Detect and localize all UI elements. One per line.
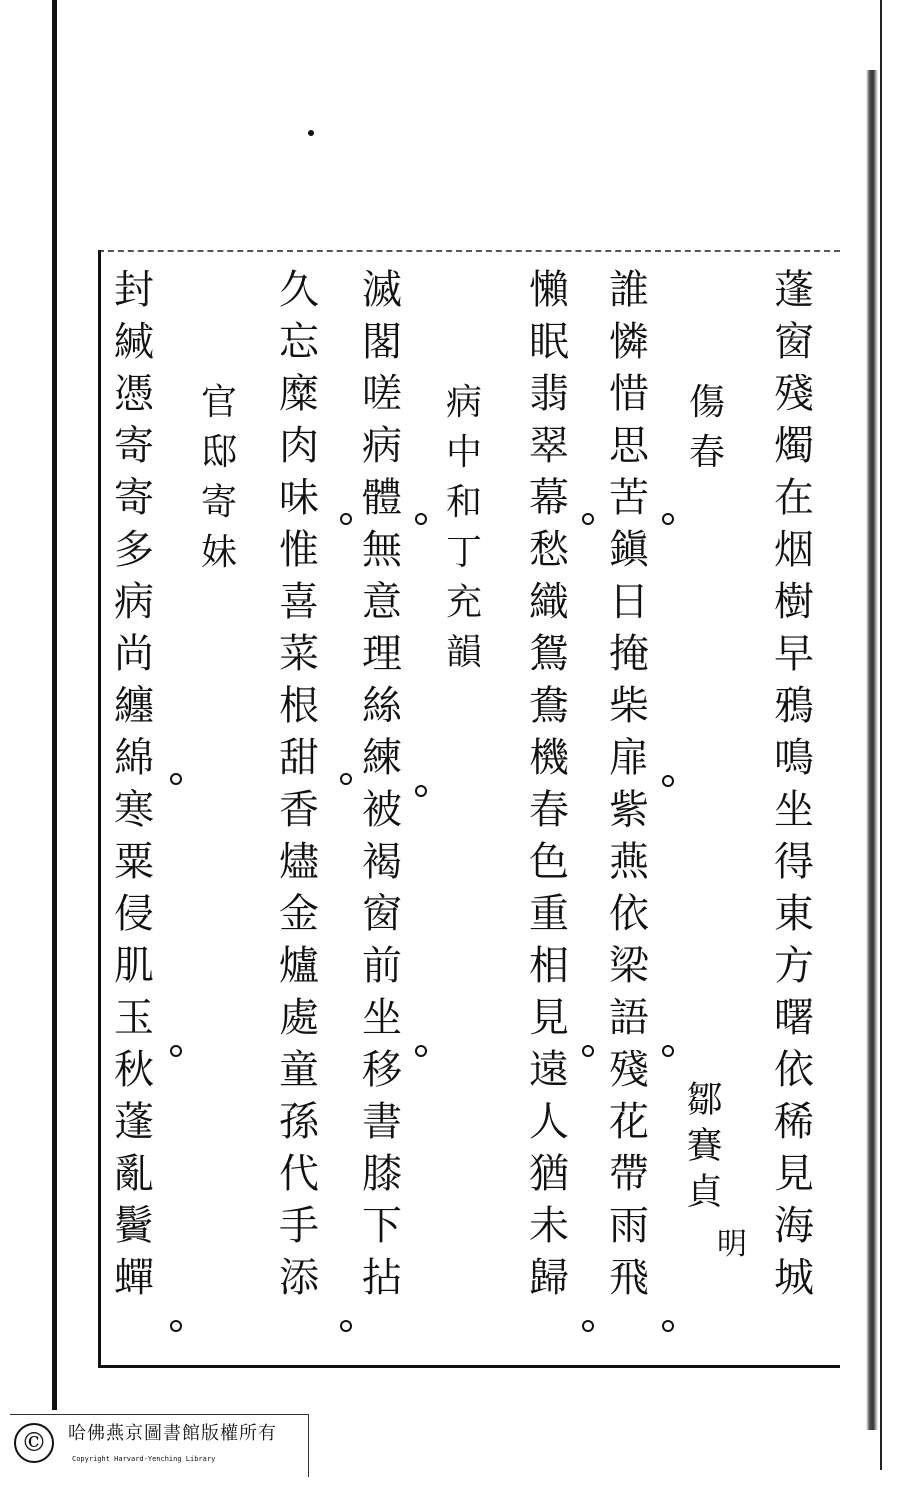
column-character: 坐 <box>774 787 814 833</box>
column-character: 雨 <box>609 1203 649 1249</box>
column-character: 妹 <box>200 532 237 573</box>
column-character: 病 <box>114 579 154 625</box>
column-character: 惜 <box>609 371 649 417</box>
column-character: 書 <box>362 1099 402 1145</box>
column-character: 邸 <box>200 432 237 473</box>
column-character: 翠 <box>529 423 569 469</box>
column-character: 掩 <box>609 631 649 677</box>
author-dynasty-text: 明 <box>717 1227 747 1262</box>
column-character: 和 <box>445 482 482 523</box>
column-character: 機 <box>529 735 569 781</box>
column-character: 烟 <box>774 527 814 573</box>
column-character: 人 <box>529 1099 569 1145</box>
poem-column-4 <box>525 267 573 1310</box>
column-character: 歸 <box>529 1255 569 1301</box>
column-character: 處 <box>279 995 319 1041</box>
column-character: 憐 <box>609 319 649 365</box>
column-character: 語 <box>609 995 649 1041</box>
copyright-chinese: 哈佛燕京圖書館版權所有 <box>68 1423 277 1444</box>
column-character: 織 <box>529 579 569 625</box>
column-character: 孫 <box>279 1099 319 1145</box>
page-spine <box>52 0 57 1410</box>
column-character: 滅 <box>362 267 402 313</box>
column-character: 肌 <box>114 943 154 989</box>
page-edge <box>880 0 882 1470</box>
column-character: 稀 <box>774 1099 814 1145</box>
copyright-stamp <box>10 1414 309 1477</box>
punctuation-mark <box>170 1045 182 1057</box>
column-character: 窗 <box>774 319 814 365</box>
punctuation-mark <box>662 775 674 787</box>
page-edge-shadow <box>866 70 878 1430</box>
column-character: 香 <box>279 787 319 833</box>
column-character: 方 <box>774 943 814 989</box>
column-character: 誰 <box>609 267 649 313</box>
column-character: 添 <box>279 1255 319 1301</box>
column-character: 寄 <box>200 482 237 523</box>
punctuation-mark <box>662 1320 674 1332</box>
column-character: 鴦 <box>529 683 569 729</box>
copyright-symbol-icon: © <box>14 1423 54 1463</box>
column-character: 久 <box>279 267 319 313</box>
column-character: 蓬 <box>774 267 814 313</box>
column-character: 寒 <box>114 787 154 833</box>
column-character: 意 <box>362 579 402 625</box>
column-character: 粟 <box>114 839 154 885</box>
column-character: 根 <box>279 683 319 729</box>
column-character: 樹 <box>774 579 814 625</box>
column-character: 燼 <box>279 839 319 885</box>
column-character: 體 <box>362 475 402 521</box>
column-character: 愁 <box>529 527 569 573</box>
column-character: 帶 <box>609 1151 649 1197</box>
column-character: 代 <box>279 1151 319 1197</box>
column-character: 得 <box>774 839 814 885</box>
column-character: 味 <box>279 475 319 521</box>
column-character: 寄 <box>114 475 154 521</box>
column-character: 城 <box>774 1255 814 1301</box>
column-character: 見 <box>774 1151 814 1197</box>
ink-speck <box>308 130 314 136</box>
column-character: 傷 <box>688 382 725 423</box>
column-character: 殘 <box>609 1047 649 1093</box>
column-character: 依 <box>774 1047 814 1093</box>
column-character: 手 <box>279 1203 319 1249</box>
column-character: 鴛 <box>529 631 569 677</box>
column-character: 移 <box>362 1047 402 1093</box>
column-character: 紫 <box>609 787 649 833</box>
punctuation-mark <box>662 1045 674 1057</box>
punctuation-mark <box>340 773 352 785</box>
poem-column-6 <box>358 267 406 1310</box>
column-character: 未 <box>529 1203 569 1249</box>
column-character: 花 <box>609 1099 649 1145</box>
column-character: 懶 <box>529 267 569 313</box>
column-character: 早 <box>774 631 814 677</box>
column-character: 燭 <box>774 423 814 469</box>
column-character: 窗 <box>362 891 402 937</box>
column-character: 鴉 <box>774 683 814 729</box>
column-character: 糜 <box>279 371 319 417</box>
column-character: 春 <box>529 787 569 833</box>
column-character: 色 <box>529 839 569 885</box>
column-character: 多 <box>114 527 154 573</box>
column-character: 肉 <box>279 423 319 469</box>
punctuation-mark <box>340 513 352 525</box>
column-character: 侵 <box>114 891 154 937</box>
column-character: 見 <box>529 995 569 1041</box>
column-character: 理 <box>362 631 402 677</box>
column-character: 春 <box>688 432 725 473</box>
punctuation-mark <box>415 1045 427 1057</box>
poem-column-1 <box>770 267 818 1310</box>
column-character: 膝 <box>362 1151 402 1197</box>
column-character: 童 <box>279 1047 319 1093</box>
poem-column-9 <box>110 267 158 1310</box>
author-dynasty <box>717 1227 747 1262</box>
column-character: 燕 <box>609 839 649 885</box>
punctuation-mark <box>170 1320 182 1332</box>
column-character: 鎭 <box>609 527 649 573</box>
column-character: 纏 <box>114 683 154 729</box>
column-character: 褐 <box>362 839 402 885</box>
punctuation-mark <box>340 1320 352 1332</box>
column-character: 惟 <box>279 527 319 573</box>
column-character: 丁 <box>445 532 482 573</box>
column-character: 病 <box>445 382 482 423</box>
column-character: 金 <box>279 891 319 937</box>
column-character: 依 <box>609 891 649 937</box>
column-character: 下 <box>362 1203 402 1249</box>
column-character: 眠 <box>529 319 569 365</box>
column-character: 扉 <box>609 735 649 781</box>
column-character: 殘 <box>774 371 814 417</box>
column-character: 玉 <box>114 995 154 1041</box>
author-name <box>681 1080 722 1218</box>
column-character: 日 <box>609 579 649 625</box>
column-character: 蓬 <box>114 1099 154 1145</box>
column-character: 封 <box>114 267 154 313</box>
column-character: 亂 <box>114 1151 154 1197</box>
poem-title-bing-zhong <box>440 382 488 685</box>
author-name-text: 鄒賽貞 <box>681 1080 722 1218</box>
punctuation-mark <box>415 513 427 525</box>
punctuation-mark <box>415 785 427 797</box>
poem-title-shang-chun <box>683 382 731 485</box>
column-character: 充 <box>445 582 482 623</box>
column-character: 被 <box>362 787 402 833</box>
column-character: 重 <box>529 891 569 937</box>
poem-column-3 <box>605 267 653 1310</box>
copyright-english: Copyright Harvard-Yenching Library <box>72 1455 216 1463</box>
column-character: 尚 <box>114 631 154 677</box>
column-character: 綿 <box>114 735 154 781</box>
column-character: 猶 <box>529 1151 569 1197</box>
column-character: 嗟 <box>362 371 402 417</box>
punctuation-mark <box>662 513 674 525</box>
column-character: 憑 <box>114 371 154 417</box>
column-character: 喜 <box>279 579 319 625</box>
column-character: 無 <box>362 527 402 573</box>
column-character: 翡 <box>529 371 569 417</box>
column-character: 閣 <box>362 319 402 365</box>
column-character: 忘 <box>279 319 319 365</box>
column-character: 柴 <box>609 683 649 729</box>
column-character: 菜 <box>279 631 319 677</box>
poem-title-guan-di <box>195 382 243 585</box>
column-character: 鳴 <box>774 735 814 781</box>
column-character: 相 <box>529 943 569 989</box>
column-character: 蟬 <box>114 1255 154 1301</box>
column-character: 苦 <box>609 475 649 521</box>
column-character: 甜 <box>279 735 319 781</box>
column-character: 秋 <box>114 1047 154 1093</box>
column-character: 病 <box>362 423 402 469</box>
column-character: 韻 <box>445 632 482 673</box>
column-character: 寄 <box>114 423 154 469</box>
column-character: 梁 <box>609 943 649 989</box>
column-character: 練 <box>362 735 402 781</box>
poem-column-7 <box>275 267 323 1310</box>
punctuation-mark <box>170 773 182 785</box>
punctuation-mark <box>582 1045 594 1057</box>
column-character: 曙 <box>774 995 814 1041</box>
column-character: 中 <box>445 432 482 473</box>
column-character: 在 <box>774 475 814 521</box>
column-character: 拈 <box>362 1255 402 1301</box>
column-character: 爐 <box>279 943 319 989</box>
column-character: 前 <box>362 943 402 989</box>
column-character: 絲 <box>362 683 402 729</box>
column-character: 飛 <box>609 1255 649 1301</box>
column-character: 緘 <box>114 319 154 365</box>
column-character: 官 <box>200 382 237 423</box>
column-character: 鬢 <box>114 1203 154 1249</box>
column-character: 遠 <box>529 1047 569 1093</box>
column-character: 海 <box>774 1203 814 1249</box>
punctuation-mark <box>582 513 594 525</box>
column-character: 幕 <box>529 475 569 521</box>
column-character: 坐 <box>362 995 402 1041</box>
column-character: 思 <box>609 423 649 469</box>
column-character: 東 <box>774 891 814 937</box>
punctuation-mark <box>582 1320 594 1332</box>
